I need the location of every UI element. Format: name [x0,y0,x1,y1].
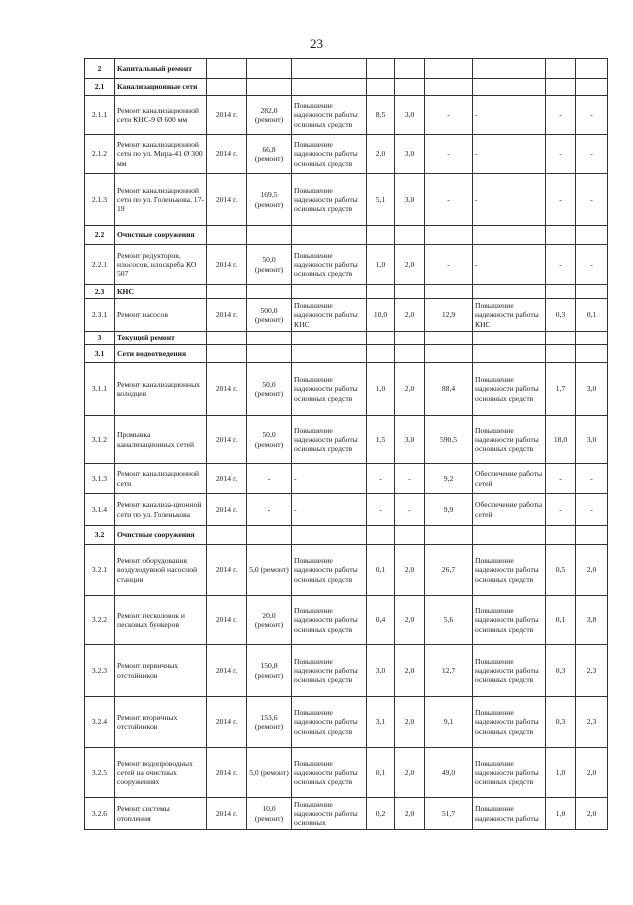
cell-goal: Повышение надежности работы основных средств [292,363,367,416]
cell-number: 2.1 [85,79,115,96]
cell-goal: Повышение надежности работы основных средств [292,645,367,697]
cell-v4: 0,1 [546,596,576,645]
cell-v4 [546,226,576,245]
cell-number: 2 [85,59,115,79]
cell-v2: 2,0 [395,299,425,332]
cell-name: Ремонт канализа-ционной сети по ул. Голенькова [115,494,207,526]
cell-year: 2014 г. [207,697,247,748]
cell-name: Ремонт системы отопления [115,798,207,830]
cell-v4: 1,7 [546,363,576,416]
cell-v3 [425,332,473,345]
cell-v5: 2,3 [576,645,608,697]
table-row [85,464,608,494]
cell-v3 [425,526,473,545]
cell-year [207,332,247,345]
cell-number: 2.3 [85,285,115,299]
cell-cost: 66,8 (ремонт) [247,135,292,174]
cell-v3: 9,9 [425,494,473,526]
cell-goal2: Повышение надежности работы основных средств [473,545,546,596]
cell-v4: - [546,494,576,526]
section-row [85,59,608,79]
cell-v3: 12,9 [425,299,473,332]
cell-v1 [367,79,395,96]
cell-goal2 [473,345,546,363]
cell-number: 3.1.2 [85,416,115,464]
cell-v2: 2,0 [395,363,425,416]
cell-number: 3.2.3 [85,645,115,697]
cell-year: 2014 г. [207,416,247,464]
table-body [85,59,608,830]
cell-goal2: - [473,135,546,174]
cell-v4: 0,3 [546,645,576,697]
cell-name: Ремонт редукторов, илососов, илоскреба КО 507 [115,245,207,285]
cell-v3: 49,0 [425,748,473,798]
cell-cost: 282,0 (ремонт) [247,96,292,135]
cell-year: 2014 г. [207,798,247,830]
cell-v4 [546,526,576,545]
table-row [85,299,608,332]
cell-cost: 150,8 (ремонт) [247,645,292,697]
cell-goal2: - [473,174,546,226]
cell-v3 [425,285,473,299]
cell-v5: 2,3 [576,697,608,748]
cell-year [207,226,247,245]
cell-v2: - [395,464,425,494]
cell-v4: 1,0 [546,798,576,830]
cell-number: 2.1.1 [85,96,115,135]
cell-year: 2014 г. [207,245,247,285]
cell-v2: 3,0 [395,135,425,174]
cell-goal2: Повышение надежности работы основных средств [473,363,546,416]
cell-v2: 2,0 [395,798,425,830]
cell-v1 [367,332,395,345]
cell-goal: Повышение надежности работы основных средств [292,135,367,174]
cell-name: Ремонт канализационной сети [115,464,207,494]
cell-v1: - [367,464,395,494]
cell-v4: 0,3 [546,299,576,332]
cell-name: Сети водоотведения [115,345,207,363]
cell-v4: - [546,464,576,494]
cell-v5: 2,0 [576,748,608,798]
cell-goal: Повышение надежности работы основных средств [292,697,367,748]
cell-number: 3.1.4 [85,494,115,526]
cell-v1: 0,2 [367,798,395,830]
cell-cost [247,332,292,345]
cell-name: Очистные сооружения [115,226,207,245]
cell-v1: 0,1 [367,545,395,596]
cell-v2: 3,0 [395,174,425,226]
cell-v5: 3,0 [576,416,608,464]
cell-cost: 50,0 (ремонт) [247,363,292,416]
cell-name: Капитальный ремонт [115,59,207,79]
cell-v2: 2,0 [395,545,425,596]
cell-year [207,59,247,79]
cell-v1 [367,345,395,363]
cell-v4: 18,0 [546,416,576,464]
cell-number: 3 [85,332,115,345]
table-row [85,174,608,226]
cell-v5: - [576,174,608,226]
cell-v3: - [425,135,473,174]
cell-v3: - [425,96,473,135]
section-row [85,285,608,299]
cell-cost: - [247,464,292,494]
cell-v1: - [367,494,395,526]
cell-goal2 [473,526,546,545]
cell-name: Текущий ремонт [115,332,207,345]
cell-number: 3.2.2 [85,596,115,645]
cell-v5 [576,345,608,363]
cell-v4 [546,79,576,96]
cell-v4 [546,285,576,299]
section-row [85,79,608,96]
cell-v4: 0,3 [546,697,576,748]
cell-v4: - [546,245,576,285]
cell-v3: 9,2 [425,464,473,494]
cell-number: 3.2.1 [85,545,115,596]
cell-cost: 5,0 (ремонт) [247,748,292,798]
cell-name: Промывка канализационных сетей [115,416,207,464]
cell-v2: 2,0 [395,245,425,285]
cell-v2: 3,0 [395,96,425,135]
cell-year [207,526,247,545]
cell-cost [247,226,292,245]
cell-v5: - [576,135,608,174]
cell-cost [247,79,292,96]
table-row [85,494,608,526]
cell-goal2 [473,285,546,299]
cell-v3 [425,79,473,96]
cell-v2 [395,332,425,345]
cell-cost: 50,0 (ремонт) [247,416,292,464]
cell-number: 3.2.4 [85,697,115,748]
cell-v1 [367,285,395,299]
cell-number: 3.1.3 [85,464,115,494]
cell-v5: 3,8 [576,596,608,645]
cell-v5: 2,0 [576,545,608,596]
cell-goal: Повышение надежности работы основных средств [292,416,367,464]
cell-v1: 0,1 [367,748,395,798]
cell-v1: 2,0 [367,135,395,174]
cell-v5: - [576,245,608,285]
cell-v4: - [546,135,576,174]
cell-v3: - [425,174,473,226]
cell-v1 [367,226,395,245]
cell-goal: Повышение надежности работы основных средств [292,245,367,285]
cell-name: Ремонт канализационной сети КНС-9 Ø 600 мм [115,96,207,135]
cell-cost: 10,0 (ремонт) [247,798,292,830]
cell-v2: 2,0 [395,596,425,645]
cell-v1 [367,59,395,79]
cell-year: 2014 г. [207,545,247,596]
table-row [85,596,608,645]
cell-goal: - [292,464,367,494]
cell-v2: 3,0 [395,416,425,464]
table-row [85,96,608,135]
cell-v2 [395,59,425,79]
cell-goal: Повышение надежности работы основных средств [292,174,367,226]
cell-name: Ремонт насосов [115,299,207,332]
cell-v5 [576,79,608,96]
cell-v4: - [546,174,576,226]
cell-v1: 10,0 [367,299,395,332]
cell-v4: - [546,96,576,135]
cell-v5: - [576,494,608,526]
cell-goal [292,285,367,299]
cell-goal: - [292,494,367,526]
cell-name: Ремонт песколовок и песковых бункеров [115,596,207,645]
cell-cost [247,526,292,545]
cell-v2 [395,345,425,363]
cell-goal2 [473,59,546,79]
cell-v3: 26,7 [425,545,473,596]
cell-v5: 3,0 [576,363,608,416]
cell-v2 [395,526,425,545]
cell-number: 2.1.2 [85,135,115,174]
cell-year [207,79,247,96]
cell-goal [292,526,367,545]
cell-cost [247,285,292,299]
cell-v3: 51,7 [425,798,473,830]
cell-v3 [425,226,473,245]
table-row [85,645,608,697]
cell-name: Ремонт канализационной сети по ул. Мира-41 Ø 300 мм [115,135,207,174]
cell-v1: 1,5 [367,416,395,464]
cell-v2: 2,0 [395,748,425,798]
cell-number: 2.3.1 [85,299,115,332]
cell-v2: - [395,494,425,526]
section-row [85,332,608,345]
cell-v2: 2,0 [395,645,425,697]
cell-v1 [367,526,395,545]
cell-goal2: Обеспечение работы сетей [473,464,546,494]
cell-year: 2014 г. [207,494,247,526]
cell-v4 [546,59,576,79]
table-row [85,697,608,748]
cell-year: 2014 г. [207,96,247,135]
cell-year: 2014 г. [207,748,247,798]
cell-v5: 0,1 [576,299,608,332]
cell-goal: Повышение надежности работы основных средств [292,596,367,645]
cell-v5 [576,226,608,245]
cell-goal2: - [473,96,546,135]
cell-goal [292,226,367,245]
section-row [85,226,608,245]
cell-year: 2014 г. [207,464,247,494]
cell-v1: 8,5 [367,96,395,135]
cell-v3: - [425,245,473,285]
cell-goal2: Повышение надежности работы основных средств [473,416,546,464]
cell-cost: - [247,494,292,526]
cell-goal2: Повышение надежности работы КНС [473,299,546,332]
cell-v5 [576,285,608,299]
cell-number: 2.1.3 [85,174,115,226]
cell-v1: 1,0 [367,245,395,285]
cell-v3: 590,5 [425,416,473,464]
page-number: 23 [310,36,323,51]
cell-goal: Повышение надежности работы основных средств [292,748,367,798]
cell-name: Ремонт вторичных отстойников [115,697,207,748]
cell-goal2 [473,332,546,345]
cell-number: 2.2 [85,226,115,245]
cell-v2: 2,0 [395,697,425,748]
cell-number: 3.2.6 [85,798,115,830]
cell-name: Ремонт канализационных колодцев [115,363,207,416]
cell-v1: 5,1 [367,174,395,226]
cell-year: 2014 г. [207,596,247,645]
cell-name: Очистные сооружения [115,526,207,545]
cell-goal [292,59,367,79]
cell-year: 2014 г. [207,174,247,226]
cell-goal2: Повышение надежности работы основных средств [473,697,546,748]
cell-number: 3.2.5 [85,748,115,798]
cell-goal2: Повышение надежности работы основных средств [473,596,546,645]
cell-name: Ремонт первичных отстойников [115,645,207,697]
cell-v3: 88,4 [425,363,473,416]
cell-cost: 5,0 (ремонт) [247,545,292,596]
cell-v5 [576,332,608,345]
cell-v5 [576,59,608,79]
cell-v3: 9,1 [425,697,473,748]
cell-name: Ремонт водопроводных сетей на очистных сооружениях [115,748,207,798]
cell-goal2 [473,226,546,245]
cell-v5: - [576,464,608,494]
cell-year: 2014 г. [207,363,247,416]
cell-year [207,345,247,363]
cell-year: 2014 г. [207,135,247,174]
cell-cost: 20,0 (ремонт) [247,596,292,645]
cell-cost [247,345,292,363]
cell-cost: 153,6 (ремонт) [247,697,292,748]
cell-name: Ремонт канализационной сети по ул. Голенькова, 17-19 [115,174,207,226]
cell-v4 [546,345,576,363]
cell-year [207,285,247,299]
cell-v1: 3,0 [367,645,395,697]
cell-cost [247,59,292,79]
cell-v1: 1,0 [367,363,395,416]
cell-goal2: Повышение надежности работы основных средств [473,748,546,798]
cell-v1: 0,4 [367,596,395,645]
cell-goal: Повышение надежности работы основных средств [292,96,367,135]
cell-number: 3.2 [85,526,115,545]
table-row [85,416,608,464]
table-row [85,798,608,830]
cell-goal: Повышение надежности работы основных [292,798,367,830]
table-row [85,545,608,596]
cell-v3: 5,6 [425,596,473,645]
cell-cost: 500,0 (ремонт) [247,299,292,332]
cell-goal [292,345,367,363]
cell-cost: 50,0 (ремонт) [247,245,292,285]
cell-v3: 12,7 [425,645,473,697]
cell-number: 3.1.1 [85,363,115,416]
cell-goal [292,332,367,345]
cell-goal2 [473,79,546,96]
cell-v2 [395,79,425,96]
repair-plan-table [84,58,608,830]
cell-v3 [425,59,473,79]
section-row [85,345,608,363]
cell-v2 [395,226,425,245]
table-row [85,748,608,798]
cell-goal: Повышение надежности работы КНС [292,299,367,332]
cell-v2 [395,285,425,299]
table-row [85,363,608,416]
cell-cost: 169,5 (ремонт) [247,174,292,226]
cell-goal2: - [473,245,546,285]
cell-goal: Повышение надежности работы основных средств [292,545,367,596]
cell-v5 [576,526,608,545]
table-row [85,245,608,285]
cell-v1: 3,1 [367,697,395,748]
section-row [85,526,608,545]
table-row [85,135,608,174]
cell-name: Канализационные сети [115,79,207,96]
cell-goal2: Повышение надежности работы основных средств [473,645,546,697]
cell-year: 2014 г. [207,645,247,697]
cell-name: Ремонт оборудования воздуходувной насосной станции [115,545,207,596]
cell-v4 [546,332,576,345]
cell-year: 2014 г. [207,299,247,332]
cell-v4: 0,5 [546,545,576,596]
cell-number: 2.2.1 [85,245,115,285]
cell-v5: - [576,96,608,135]
cell-goal2: Обеспечение работы сетей [473,494,546,526]
cell-name: КНС [115,285,207,299]
cell-v5: 2,0 [576,798,608,830]
cell-goal2: Повышение надежности работы [473,798,546,830]
cell-goal [292,79,367,96]
cell-v4: 1,0 [546,748,576,798]
cell-number: 3.1 [85,345,115,363]
cell-v3 [425,345,473,363]
